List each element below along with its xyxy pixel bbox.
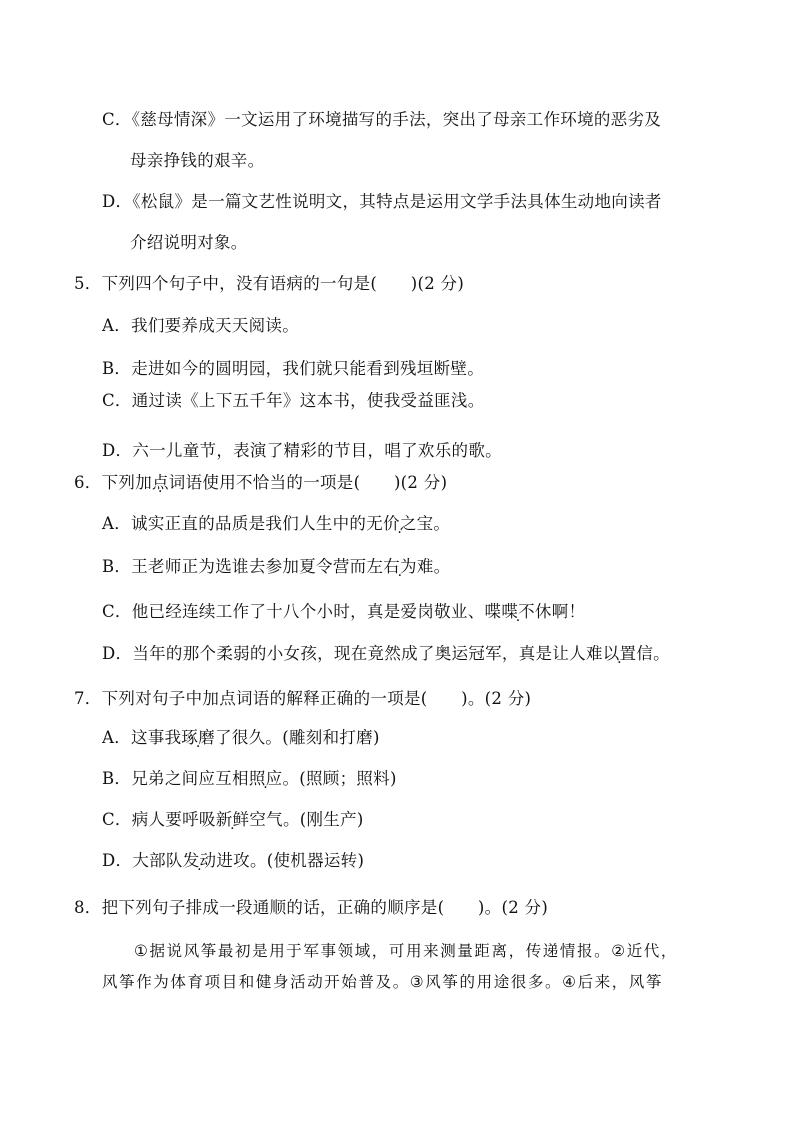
q6-option-d [102, 643, 670, 665]
q6-option-b [102, 556, 450, 578]
q6-a-emphasized: 无价之宝 [366, 514, 434, 533]
q5-stem: 5．下列四个句子中，没有语病的一句是( )(2 分) [74, 274, 465, 293]
q7-option-d [102, 850, 364, 872]
q7-c-emphasized: 新鲜 [215, 810, 250, 829]
q6-c-pre: C．他已经连续工作了十八个小时，真是爱岗敬业、 [102, 602, 485, 621]
q6-option-a [102, 513, 450, 535]
q8-paragraph-line1: ①据说风筝最初是用于军事领域，可用来测量距离，传递情报。②近代， [134, 942, 678, 960]
q4-option-d-line1: D．《松鼠》是一篇文艺性说明文，其特点是运用文学手法具体生动地向读者 [102, 192, 662, 211]
q6-stem-pre: 6．下列 [74, 473, 136, 492]
q7-b-pre: B．兄弟之间应互相 [102, 769, 249, 788]
q8-paragraph-line2: 风筝作为体育项目和健身活动开始普及。③风筝的用途很多。④后来，风筝 [102, 973, 664, 991]
q6-c-post: 啊！ [551, 602, 586, 621]
q7-d-emphasized: 发动 [182, 851, 217, 870]
q7-option-b [102, 768, 397, 790]
q6-stem-emphasized: 加点词 [135, 473, 186, 492]
q7-option-a [102, 727, 380, 749]
q6-stem [74, 472, 447, 494]
q7-c-pre: C．病人要呼吸 [102, 810, 216, 829]
q6-b-post: 。 [433, 557, 451, 576]
q7-a-post: 了很久。(雕刻和打磨) [215, 728, 380, 747]
q7-stem: 7．下列对句子中加点词语的解释正确的一项是( )。(2 分) [74, 689, 532, 708]
q5-option-b: B．走进如今的圆明园，我们就只能看到残垣断壁。 [102, 359, 485, 378]
q6-stem-post: 语使用不恰当的一项是( )(2 分) [185, 473, 448, 492]
q6-b-emphasized: 左右为难 [366, 557, 434, 576]
q7-option-c [102, 809, 364, 831]
q6-a-pre: A．诚实正直的品质是我们人生中的 [102, 514, 367, 533]
q5-option-d: D．六一儿童节，表演了精彩的节目，唱了欢乐的歌。 [102, 441, 502, 460]
q6-b-pre: B．王老师正为选谁去参加夏令营而 [102, 557, 367, 576]
q7-d-post: 进攻。(使机器运转) [216, 851, 365, 870]
q7-d-pre: D．大部队 [102, 851, 183, 870]
q4-option-c-line1: C．《慈母情深》一文运用了环境描写的手法，突出了母亲工作环境的恶劣及 [102, 110, 662, 129]
q6-a-post: 。 [433, 514, 451, 533]
q7-b-emphasized: 照应 [248, 769, 283, 788]
q7-a-emphasized: 琢磨 [181, 728, 216, 747]
q4-option-d-line2: 介绍说明对象。 [130, 233, 248, 252]
q6-option-c [102, 601, 585, 623]
q5-option-c: C．通过读《上下五千年》这本书，使我受益匪浅。 [102, 391, 485, 410]
q8-stem: 8．把下列句子排成一段通顺的话，正确的顺序是( )。(2 分) [74, 898, 549, 917]
q7-b-post: 。(照顾；照料) [282, 769, 397, 788]
q7-c-post: 空气。(刚生产) [249, 810, 364, 829]
q6-d-emphasized: 难以置信 [585, 644, 654, 663]
q7-a-pre: A．这事我 [102, 728, 182, 747]
q6-d-pre: D．当年的那个柔弱的小女孩，现在竟然成了奥运冠军，真是让人 [102, 644, 586, 663]
q4-option-c-line2: 母亲挣钱的艰辛。 [130, 151, 265, 170]
q5-option-a: A．我们要养成天天阅读。 [102, 316, 300, 335]
q6-c-emphasized: 喋喋不休 [484, 602, 552, 621]
q6-d-post: 。 [653, 644, 670, 663]
